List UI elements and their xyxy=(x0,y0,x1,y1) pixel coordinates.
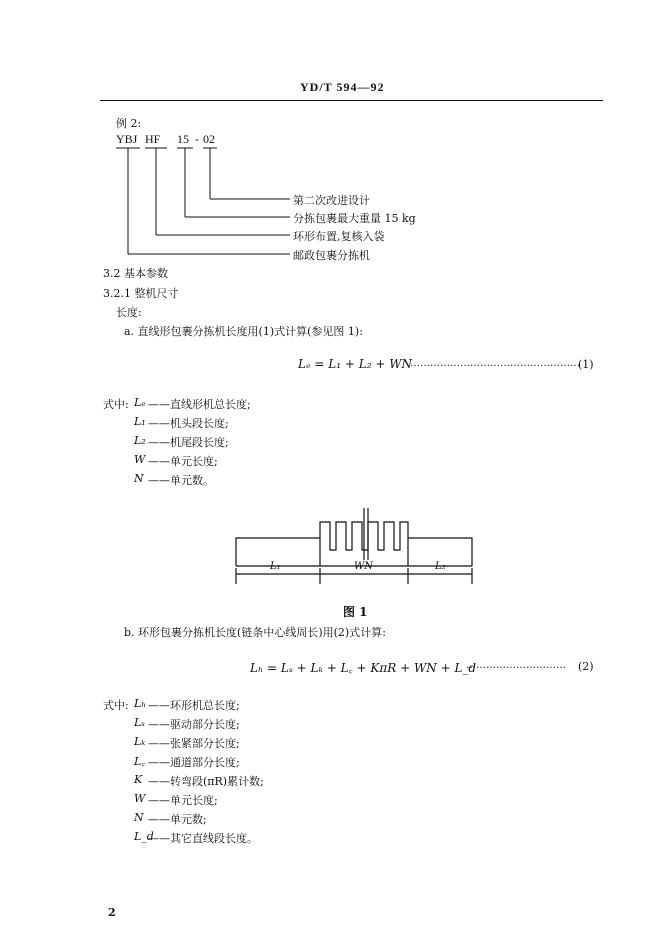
where-1-desc-1: ——机头段长度; xyxy=(148,417,229,430)
figure-1-label-l2: L₂ xyxy=(435,561,446,572)
equation-1-leader: …………………………………………… xyxy=(410,358,580,369)
where-1-intro: 式中: xyxy=(103,398,129,411)
where-1-desc-4: ——单元数。 xyxy=(148,474,214,487)
section-3-2-1: 3.2.1 整机尺寸 xyxy=(103,287,179,300)
where-2-sym-1: Lₛ xyxy=(134,716,146,729)
equation-2-number: (2) xyxy=(578,660,594,673)
figure-1-label-wn: WN xyxy=(354,561,374,572)
where-2-sym-5: W xyxy=(134,792,146,805)
where-1-sym-0: Lₑ xyxy=(134,396,146,409)
equation-1-number: (1) xyxy=(578,358,594,371)
where-2-desc-5: ——单元长度; xyxy=(148,794,218,807)
where-2-sym-6: N xyxy=(134,811,144,824)
where-2-desc-2: ——张紧部分长度; xyxy=(148,737,240,750)
where-2-desc-7: ——其它直线段长度。 xyxy=(148,832,258,845)
code-part-ybj: YBJ xyxy=(116,132,138,146)
equation-1: Lₑ = L₁ + L₂ + WN xyxy=(298,357,413,371)
item-b: b. 环形包裹分拣机长度(链条中心线周长)用(2)式计算: xyxy=(124,626,386,639)
where-2-desc-6: ——单元数; xyxy=(148,813,207,826)
code-part-02: 02 xyxy=(203,132,215,146)
length-label: 长度: xyxy=(116,306,142,319)
where-2-sym-3: L꜀ xyxy=(134,755,146,768)
figure-1-caption: 图 1 xyxy=(343,605,368,619)
where-2-sym-7: L_d xyxy=(134,830,154,843)
equation-2: Lₕ = Lₛ + Lₖ + L꜀ + KπR + WN + L_d xyxy=(250,661,477,675)
code-part-hf: HF xyxy=(145,132,161,146)
where-2-desc-3: ——通道部分长度; xyxy=(148,756,240,769)
where-2-intro: 式中: xyxy=(103,699,129,712)
annotation-1: 第二次改进设计 xyxy=(293,194,370,207)
code-part-dash: - xyxy=(195,132,199,146)
figure-1-label-l1: L₁ xyxy=(270,561,281,572)
where-1-sym-1: L₁ xyxy=(134,415,146,428)
where-2-desc-1: ——驱动部分长度; xyxy=(148,718,240,731)
annotation-4: 邮政包裹分拣机 xyxy=(293,249,370,262)
annotation-2: 分拣包裹最大重量 15 kg xyxy=(293,212,416,225)
where-1-desc-2: ——机尾段长度; xyxy=(148,436,229,449)
where-2-sym-4: K xyxy=(134,773,143,786)
where-2-desc-0: ——环形机总长度; xyxy=(148,699,240,712)
item-a: a. 直线形包裹分拣机长度用(1)式计算(参见图 1): xyxy=(124,325,363,338)
code-part-15: 15 xyxy=(177,132,189,146)
where-1-sym-4: N xyxy=(134,472,144,485)
where-2-sym-0: Lₕ xyxy=(134,697,147,710)
annotation-3: 环形布置,复核入袋 xyxy=(293,230,385,243)
where-1-desc-0: ——直线形机总长度; xyxy=(148,398,251,411)
where-1-sym-2: L₂ xyxy=(134,434,146,447)
section-3-2: 3.2 基本参数 xyxy=(103,267,168,280)
where-1-desc-3: ——单元长度; xyxy=(148,455,218,468)
example-label: 例 2: xyxy=(116,117,142,130)
where-1-sym-3: W xyxy=(134,453,146,466)
where-2-desc-4: ——转弯段(πR)累计数; xyxy=(148,775,264,788)
page-number: 2 xyxy=(108,906,116,919)
equation-2-leader: ………………………… xyxy=(466,660,566,671)
doc-code: YD/T 594—92 xyxy=(300,80,385,94)
where-2-sym-2: Lₖ xyxy=(134,735,146,748)
